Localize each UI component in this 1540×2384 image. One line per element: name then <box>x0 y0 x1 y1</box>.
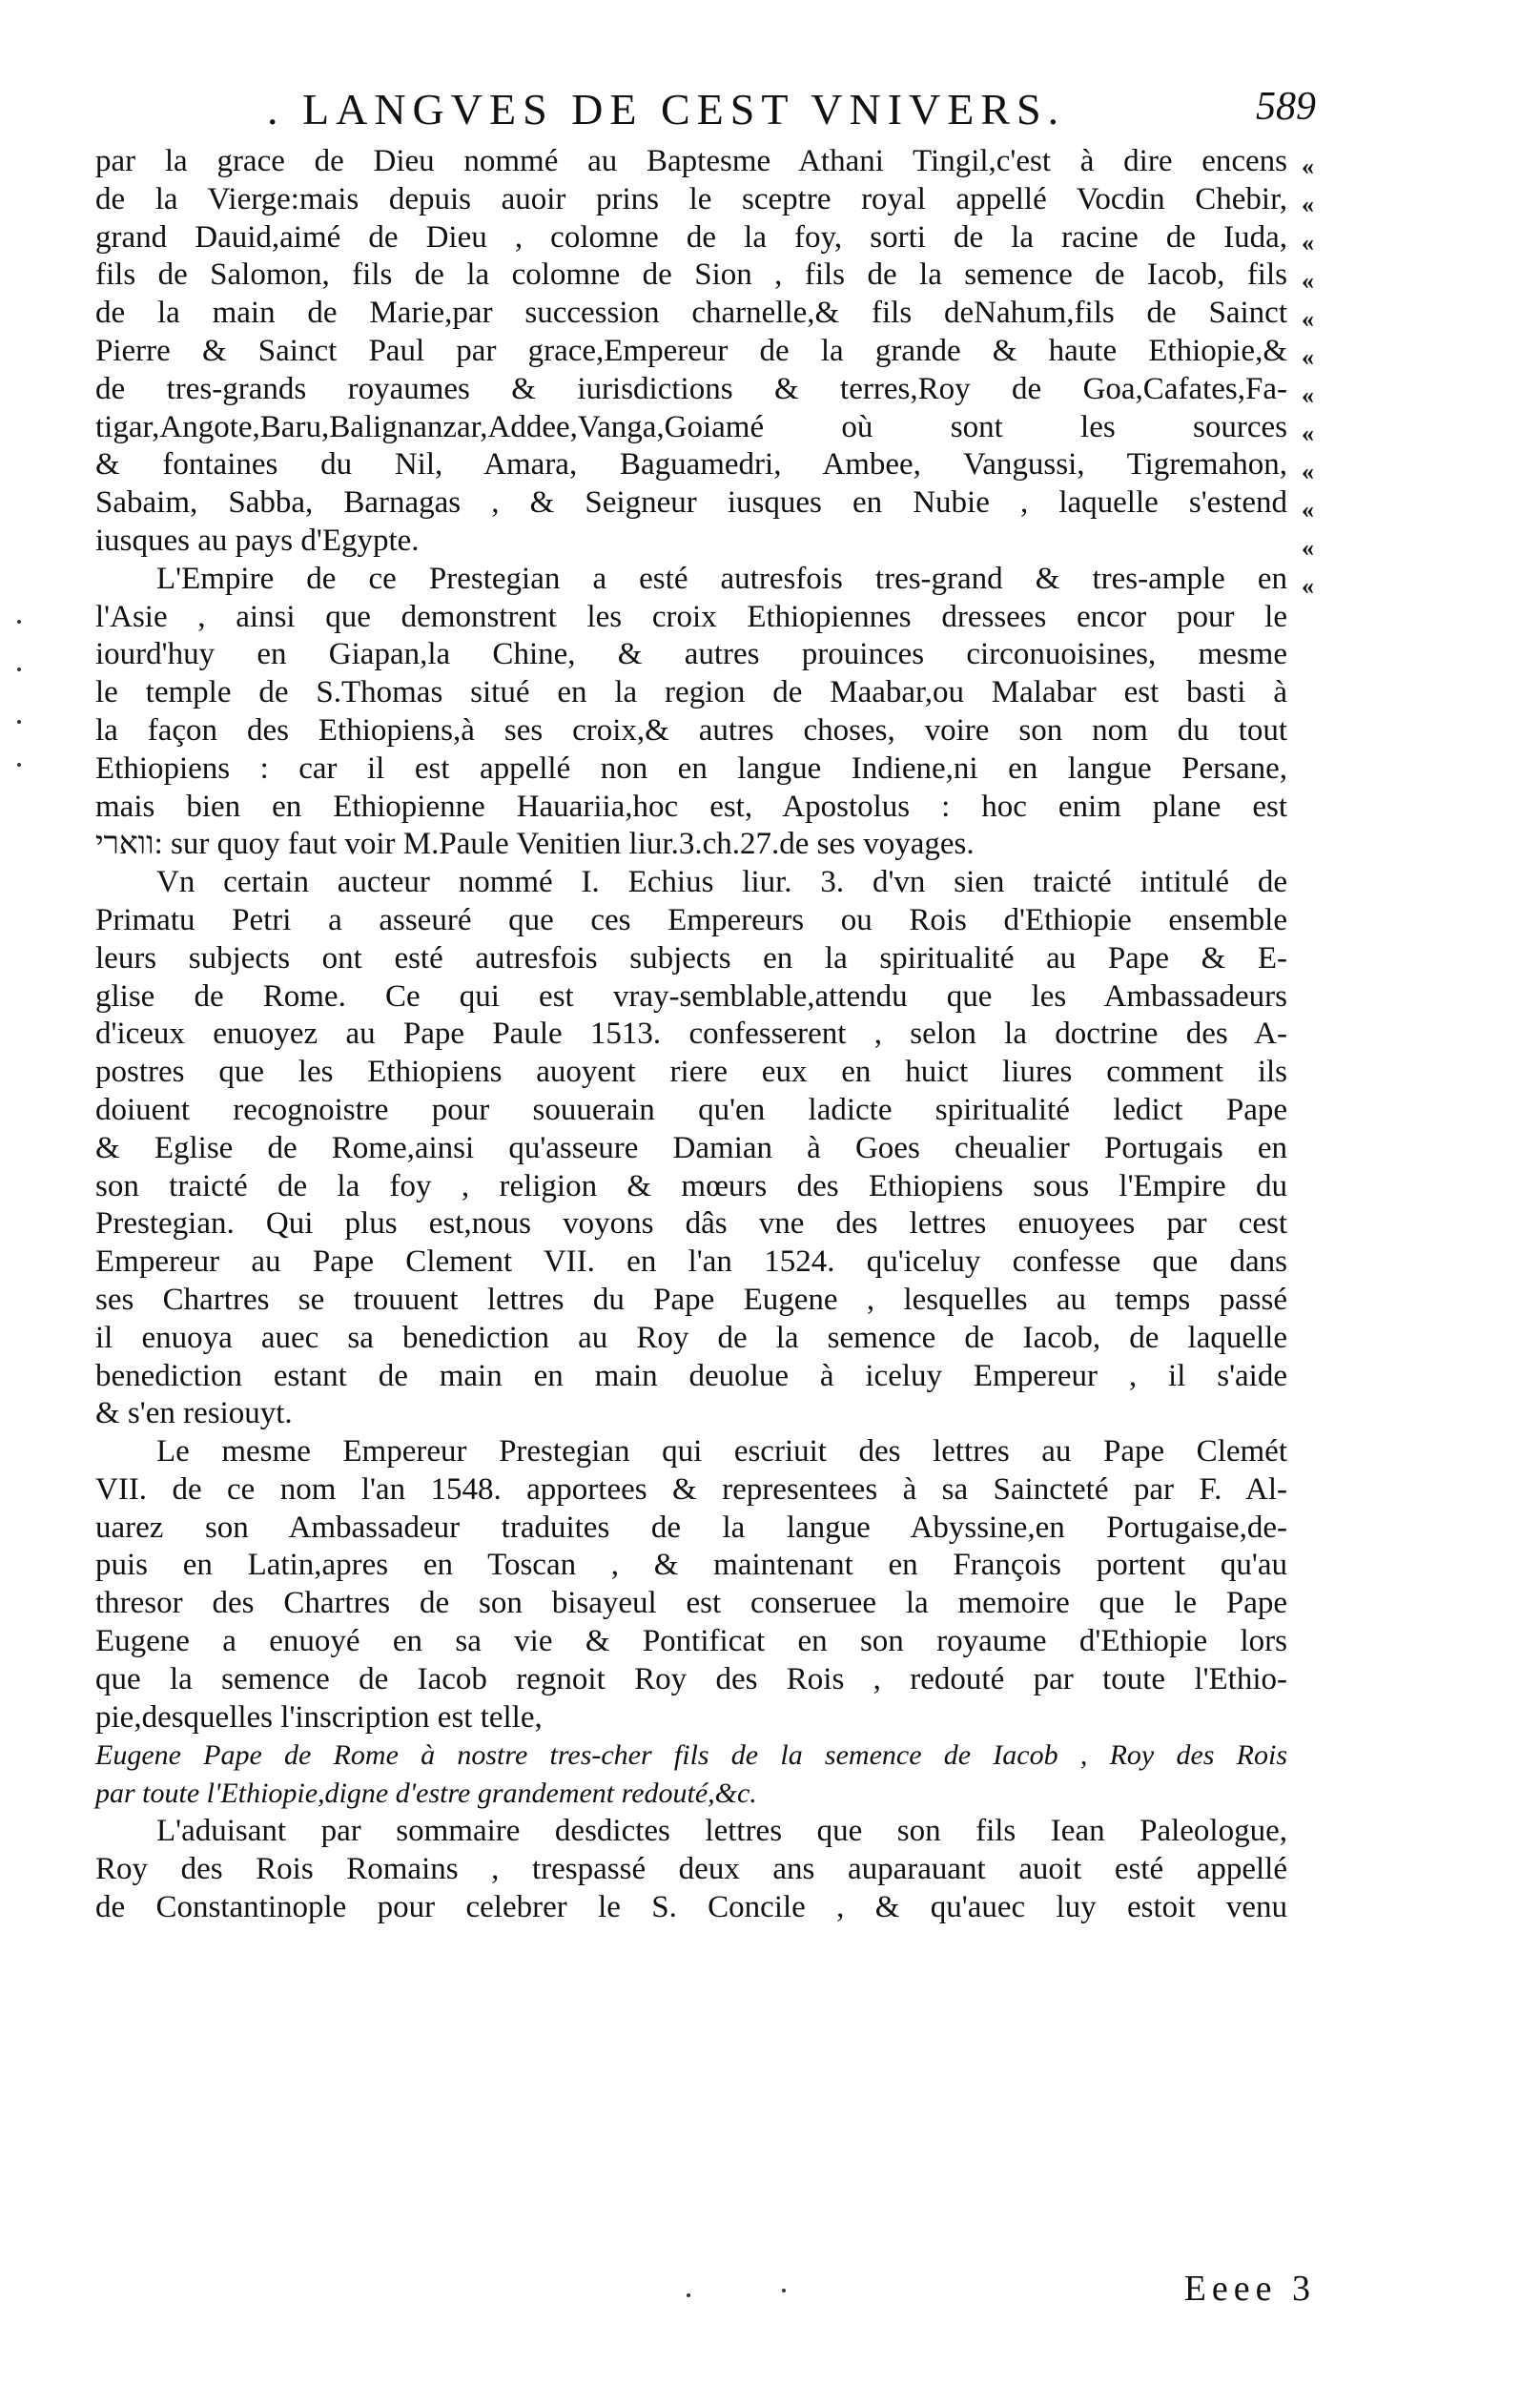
ink-speck <box>687 2293 690 2297</box>
text-line: Empereur au Pape Clement VII. en l'an 1524. qu'iceluy confesse que dans <box>95 1244 1287 1280</box>
margin-quote-mark: « <box>1302 458 1314 485</box>
text-line: mais bien en Ethiopienne Hauariia,hoc est, Apostolus : hoc enim plane est <box>95 789 1287 824</box>
text-line: par toute l'Ethiopie,digne d'estre grandement redouté,&c. <box>95 1778 757 1810</box>
ink-speck <box>782 2289 786 2292</box>
text-line: doiuent recognoistre pour souuerain qu'en ladicte spiritualité ledict Pape <box>95 1092 1287 1127</box>
text-line: uarez son Ambassadeur traduites de la langue Abyssine,en Portugaise,de- <box>95 1510 1287 1545</box>
margin-quote-mark: « <box>1302 343 1314 371</box>
margin-quote-mark: « <box>1302 153 1314 180</box>
text-line: grand Dauid,aimé de Dieu , colomne de la foy, sorti de la racine de Iuda, <box>95 219 1287 255</box>
text-line: postres que les Ethiopiens auoyent riere eux en huict liures comment ils <box>95 1055 1287 1090</box>
text-line: thresor des Chartres de son bisayeul est conseruee la memoire que le Pape <box>95 1586 1287 1621</box>
margin-quote-mark: « <box>1302 267 1314 295</box>
paragraph <box>95 864 1287 1433</box>
text-line: de Constantinople pour celebrer le S. Concile , & qu'auec luy estoit venu <box>95 1889 1287 1924</box>
ink-speck <box>17 720 21 724</box>
text-line: glise de Rome. Ce qui est vray-semblable,attendu que les Ambassadeurs <box>95 978 1287 1014</box>
text-line: iusques au pays d'Egypte. <box>95 523 420 558</box>
running-title: . LANGVES DE CEST VNIVERS. <box>267 85 1066 134</box>
ink-speck <box>17 620 21 624</box>
paragraph <box>95 1813 1287 1926</box>
margin-quote-mark: « <box>1302 572 1314 600</box>
text-line: ווארי: sur quoy faut voir M.Paule Venitien liur.3.ch.27.de ses voyages. <box>95 827 975 862</box>
text-line: L'Empire de ce Prestegian a esté autresfois tres-grand & tres-ample en <box>156 561 1287 596</box>
text-line: iourd'huy en Giapan,la Chine, & autres prouinces circonuoisines, mesme <box>95 637 1287 672</box>
margin-quote-mark: « <box>1302 191 1314 218</box>
page-header <box>210 84 1316 151</box>
text-line: L'aduisant par sommaire desdictes lettres que son fils Iean Paleologue, <box>156 1814 1287 1849</box>
text-line: Vn certain aucteur nommé I. Echius liur. 3. d'vn sien traicté intitulé de <box>156 865 1287 900</box>
ink-speck <box>17 763 21 767</box>
inscription-quote <box>95 1737 1287 1813</box>
text-line: & Eglise de Rome,ainsi qu'asseure Damian à Goes cheualier Portugais en <box>95 1130 1287 1165</box>
paragraph <box>95 1433 1287 1737</box>
text-line: par la grace de Dieu nommé au Baptesme Athani Tingil,c'est à dire encens <box>95 144 1287 178</box>
text-line: il enuoya auec sa benediction au Roy de la semence de Iacob, de laquelle <box>95 1320 1287 1355</box>
text-line: Le mesme Empereur Prestegian qui escriuit des lettres au Pape Clemét <box>156 1434 1287 1469</box>
text-line: le temple de S.Thomas situé en la region de Maabar,ou Malabar est basti à <box>95 675 1287 710</box>
text-line: tigar,Angote,Baru,Balignanzar,Addee,Vanga,Goiamé où sont les sources <box>95 409 1287 444</box>
text-line: leurs subjects ont esté autresfois subjects en la spiritualité au Pape & E- <box>95 940 1287 976</box>
ink-speck <box>17 668 21 671</box>
text-line: la façon des Ethiopiens,à ses croix,& autres choses, voire son nom du tout <box>95 712 1287 748</box>
text-line: de tres-grands royaumes & iurisdictions & terres,Roy de Goa,Cafates,Fa- <box>95 371 1287 406</box>
margin-quote-mark: « <box>1302 420 1314 447</box>
text-line: & fontaines du Nil, Amara, Baguamedri, Ambee, Vangussi, Tigremahon, <box>95 447 1287 483</box>
text-line: Prestegian. Qui plus est,nous voyons dâs vne des lettres enuoyees par cest <box>95 1206 1287 1242</box>
margin-quote-mark: « <box>1302 381 1314 409</box>
text-line: & s'en resiouyt. <box>95 1396 293 1431</box>
text-line: pie,desquelles l'inscription est telle, <box>95 1699 543 1735</box>
text-line: de la Vierge:mais depuis auoir prins le sceptre royal appellé Vocdin Chebir, <box>95 181 1287 216</box>
paragraph <box>95 143 1287 561</box>
text-line: Pierre & Sainct Paul par grace,Empereur de la grande & haute Ethiopie,& <box>95 333 1287 368</box>
text-line: d'iceux enuoyez au Pape Paule 1513. confesserent , selon la doctrine des A- <box>95 1017 1287 1052</box>
text-line: Eugene a enuoyé en sa vie & Pontificat en son royaume d'Ethiopie lors <box>95 1624 1287 1659</box>
text-line: Ethiopiens : car il est appellé non en langue Indiene,ni en langue Persane, <box>95 750 1287 786</box>
text-line: que la semence de Iacob regnoit Roy des Rois , redouté par toute l'Ethio- <box>95 1661 1287 1696</box>
text-line: benediction estant de main en main deuolue à iceluy Empereur , il s'aide <box>95 1358 1287 1393</box>
margin-quote-mark: « <box>1302 229 1314 257</box>
text-line: Sabaim, Sabba, Barnagas , & Seigneur iusques en Nubie , laquelle s'estend <box>95 485 1287 521</box>
margin-quote-mark: « <box>1302 305 1314 333</box>
text-line: Roy des Rois Romains , trespassé deux ans auparauant auoit esté appellé <box>95 1851 1287 1886</box>
signature-mark: Eeee 3 <box>1183 2269 1316 2309</box>
text-line: l'Asie , ainsi que demonstrent les croix Ethiopiennes dressees encor pour le <box>95 599 1287 634</box>
margin-quote-mark: « <box>1302 534 1314 562</box>
body-text <box>95 143 1287 1926</box>
text-line: ses Chartres se trouuent lettres du Pape Eugene , lesquelles au temps passé <box>95 1282 1287 1317</box>
page-number: 589 <box>1256 85 1316 129</box>
margin-quote-mark: « <box>1302 496 1314 524</box>
paragraph <box>95 561 1287 864</box>
text-line: puis en Latin,apres en Toscan , & maintenant en François portent qu'au <box>95 1548 1287 1583</box>
text-line: de la main de Marie,par succession charnelle,& fils deNahum,fils de Sainct <box>95 296 1287 331</box>
text-line: VII. de ce nom l'an 1548. apportees & representees à sa Saincteté par F. Al- <box>95 1471 1287 1507</box>
text-line: Primatu Petri a asseuré que ces Empereurs ou Rois d'Ethiopie ensemble <box>95 902 1287 937</box>
text-line: Eugene Pape de Rome à nostre tres-cher fils de la semence de Iacob , Roy des Rois <box>95 1739 1287 1772</box>
text-line: son traicté de la foy , religion & mœurs des Ethiopiens sous l'Empire du <box>95 1168 1287 1203</box>
text-line: fils de Salomon, fils de la colomne de Sion , fils de la semence de Iacob, fils <box>95 257 1287 293</box>
